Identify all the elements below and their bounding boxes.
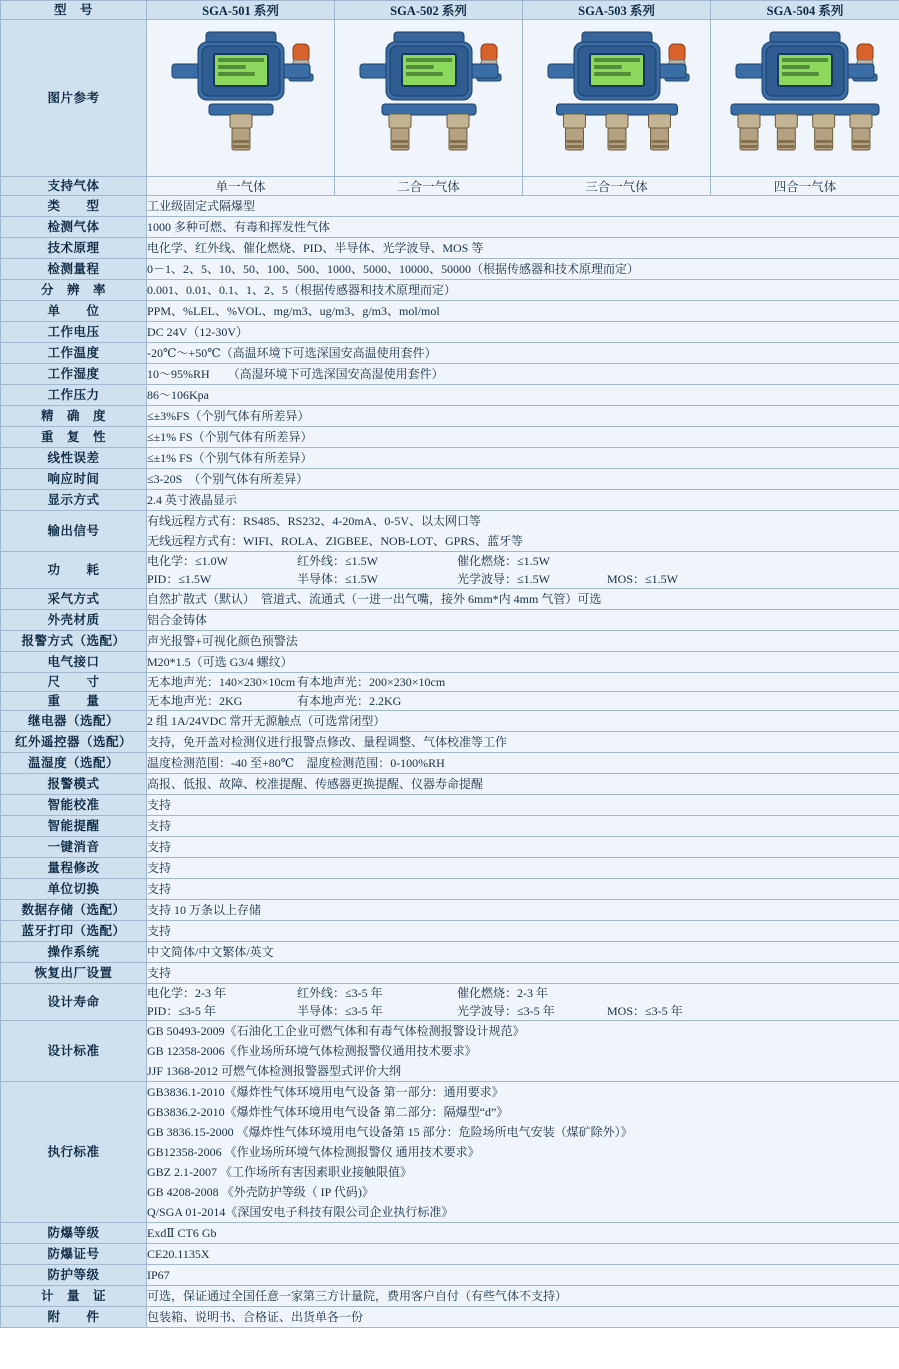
spec-value xyxy=(147,879,899,900)
spec-row xyxy=(1,1021,899,1082)
table-image-row xyxy=(1,20,899,177)
spec-value-line: 包装箱、说明书、合格证、出货单各一份 xyxy=(147,1310,364,1324)
spec-row xyxy=(1,858,899,879)
spec-value-row xyxy=(147,1002,899,1020)
spec-value-line: 2.4 英寸液晶显示 xyxy=(147,493,238,507)
spec-value-line: GBZ 2.1-2007 《工作场所有害因素职业接触限值》 xyxy=(147,1165,412,1179)
spec-value xyxy=(147,1244,899,1265)
spec-value-line: ≤3-20S （个别气体有所差异） xyxy=(147,472,309,486)
spec-value-cell: 催化燃烧：≤1.5W xyxy=(457,554,550,568)
spec-value-row xyxy=(147,673,899,691)
spec-row xyxy=(1,879,899,900)
spec-value-line: JJF 1368-2012 可燃气体检测报警器型式评价大纲 xyxy=(147,1064,402,1078)
spec-row xyxy=(1,900,899,921)
spec-label: 计 量 证 xyxy=(1,1286,147,1307)
spec-value-cell: 有本地声光：200×230×10cm xyxy=(297,675,446,689)
spec-value xyxy=(147,816,899,837)
spec-value-cell xyxy=(607,984,757,1002)
spec-label: 防护等级 xyxy=(1,1265,147,1286)
spec-row xyxy=(1,343,899,364)
spec-label: 设计标准 xyxy=(1,1021,147,1082)
spec-label: 蓝牙打印（选配） xyxy=(1,921,147,942)
spec-value-row xyxy=(147,552,899,570)
spec-label: 检测量程 xyxy=(1,259,147,280)
device-image-cell-3 xyxy=(523,20,711,177)
spec-value xyxy=(147,610,899,631)
spec-label: 温湿度（选配） xyxy=(1,753,147,774)
spec-value-line: 支持 10 万条以上存储 xyxy=(147,903,262,917)
spec-value xyxy=(147,963,899,984)
spec-label: 工作温度 xyxy=(1,343,147,364)
spec-value-line: 支持 xyxy=(147,924,172,938)
spec-row xyxy=(1,837,899,858)
spec-value-line: 温度检测范围：-40 至+80℃ 湿度检测范围：0-100%RH xyxy=(147,756,445,770)
spec-value-cell: 半导体：≤1.5W xyxy=(297,572,378,586)
spec-row xyxy=(1,280,899,301)
spec-row xyxy=(1,1244,899,1265)
spec-value-line: 支持 xyxy=(147,966,172,980)
spec-row xyxy=(1,795,899,816)
device-image-cell-4 xyxy=(711,20,899,177)
spec-row xyxy=(1,1307,899,1328)
spec-value-line: 支持 xyxy=(147,819,172,833)
spec-value-cell: MOS：≤3-5 年 xyxy=(607,1004,683,1018)
spec-value-line: -20℃～+50℃（高温环境下可选深国安高温使用套件） xyxy=(147,346,437,360)
spec-value xyxy=(147,1021,899,1082)
spec-row xyxy=(1,259,899,280)
spec-value-line: 支持 xyxy=(147,798,172,812)
spec-label: 继电器（选配） xyxy=(1,711,147,732)
spec-label: 线性误差 xyxy=(1,448,147,469)
spec-value xyxy=(147,1307,899,1328)
spec-value-line: 支持 xyxy=(147,840,172,854)
spec-label: 类 型 xyxy=(1,196,147,217)
spec-value xyxy=(147,427,899,448)
spec-label: 执行标准 xyxy=(1,1082,147,1223)
row-label-image-reference: 图片参考 xyxy=(1,20,147,177)
spec-label: 分 辨 率 xyxy=(1,280,147,301)
spec-label: 外壳材质 xyxy=(1,610,147,631)
spec-row xyxy=(1,552,899,589)
spec-value-cell: 电化学：2-3 年 xyxy=(147,986,226,1000)
spec-value xyxy=(147,238,899,259)
spec-value xyxy=(147,589,899,610)
spec-row xyxy=(1,448,899,469)
spec-value xyxy=(147,1082,899,1223)
sga-502-device-icon xyxy=(335,20,523,172)
spec-label: 输出信号 xyxy=(1,511,147,552)
spec-label: 量程修改 xyxy=(1,858,147,879)
spec-value-line: 支持 xyxy=(147,861,172,875)
spec-value-line: GB3836.2-2010《爆炸性气体环境用电气设备 第二部分：隔爆型“d”》 xyxy=(147,1105,509,1119)
spec-value-line: 中文简体/中文繁体/英文 xyxy=(147,945,274,959)
supported-gas-value-2: 二合一气体 xyxy=(335,177,523,196)
spec-value-cell: 电化学：≤1.0W xyxy=(147,554,228,568)
table-header-row xyxy=(1,1,899,20)
spec-row xyxy=(1,589,899,610)
spec-row xyxy=(1,1286,899,1307)
spec-label: 重 复 性 xyxy=(1,427,147,448)
spec-label: 操作系统 xyxy=(1,942,147,963)
spec-value-line: ≤±1% FS（个别气体有所差异） xyxy=(147,430,313,444)
spec-label: 恢复出厂设置 xyxy=(1,963,147,984)
spec-label: 采气方式 xyxy=(1,589,147,610)
spec-row xyxy=(1,301,899,322)
spec-row xyxy=(1,942,899,963)
spec-value-line: 0.001、0.01、0.1、1、2、5（根据传感器和技术原理而定） xyxy=(147,283,457,297)
spec-value xyxy=(147,217,899,238)
spec-value-line: 支持 xyxy=(147,882,172,896)
spec-row xyxy=(1,963,899,984)
spec-value xyxy=(147,1286,899,1307)
sga-504-device-icon xyxy=(711,20,899,172)
spec-value xyxy=(147,921,899,942)
spec-value xyxy=(147,795,899,816)
spec-value xyxy=(147,753,899,774)
device-image-cell-1 xyxy=(147,20,335,177)
spec-row xyxy=(1,1223,899,1244)
spec-value-cell: 光学波导：≤1.5W xyxy=(457,572,550,586)
spec-label: 单 位 xyxy=(1,301,147,322)
spec-value-line: Q/SGA 01-2014《深国安电子科技有限公司企业执行标准》 xyxy=(147,1205,454,1219)
model-header-1: SGA-501 系列 xyxy=(147,1,335,20)
spec-value-line: ≤±3%FS（个别气体有所差异） xyxy=(147,409,310,423)
spec-value-line: GB3836.1-2010《爆炸性气体环境用电气设备 第一部分：通用要求》 xyxy=(147,1085,504,1099)
spec-row xyxy=(1,427,899,448)
spec-value-line: 铝合金铸体 xyxy=(147,613,208,627)
spec-value xyxy=(147,1223,899,1244)
spec-row xyxy=(1,238,899,259)
spec-value xyxy=(147,711,899,732)
spec-row xyxy=(1,490,899,511)
spec-value-cell: 红外线：≤1.5W xyxy=(297,554,378,568)
spec-label: 单位切换 xyxy=(1,879,147,900)
spec-row xyxy=(1,753,899,774)
spec-value-line: GB 4208-2008 《外壳防护等级（ IP 代码)》 xyxy=(147,1185,374,1199)
spec-value-cell: 有本地声光：2.2KG xyxy=(297,694,402,708)
spec-label: 设计寿命 xyxy=(1,984,147,1021)
model-header-2: SGA-502 系列 xyxy=(335,1,523,20)
spec-value xyxy=(147,196,899,217)
supported-gas-value-1: 单一气体 xyxy=(147,177,335,196)
spec-value xyxy=(147,343,899,364)
spec-value-line: GB 12358-2006《作业场所环境气体检测报警仪通用技术要求》 xyxy=(147,1044,477,1058)
spec-value-cell: PID：≤1.5W xyxy=(147,572,212,586)
spec-label: 检测气体 xyxy=(1,217,147,238)
spec-row xyxy=(1,217,899,238)
sga-503-device-icon xyxy=(523,20,711,172)
spec-value xyxy=(147,364,899,385)
spec-value-cell xyxy=(457,692,607,710)
spec-row xyxy=(1,364,899,385)
spec-label: 附 件 xyxy=(1,1307,147,1328)
spec-value-line: 10～95%RH （高湿环境下可选深国安高湿使用套件） xyxy=(147,367,444,381)
spec-value-cell: 光学波导：≤3-5 年 xyxy=(457,1004,555,1018)
spec-value xyxy=(147,942,899,963)
spec-label: 红外遥控器（选配） xyxy=(1,732,147,753)
spec-value-line: CE20.1135X xyxy=(147,1247,210,1261)
spec-label: 一键消音 xyxy=(1,837,147,858)
spec-row xyxy=(1,984,899,1021)
spec-row xyxy=(1,610,899,631)
row-label-supported-gas: 支持气体 xyxy=(1,177,147,196)
spec-value xyxy=(147,631,899,652)
spec-value xyxy=(147,322,899,343)
spec-value-row xyxy=(147,570,899,588)
spec-label: 数据存储（选配） xyxy=(1,900,147,921)
device-image-cell-2 xyxy=(335,20,523,177)
spec-value xyxy=(147,1265,899,1286)
spec-value-line: 自然扩散式（默认） 管道式、流通式（一进一出气嘴，接外 6mm*内 4mm 气管）可选 xyxy=(147,592,602,606)
spec-value xyxy=(147,511,899,552)
spec-row xyxy=(1,511,899,552)
spec-value-cell xyxy=(607,552,757,570)
spec-row xyxy=(1,631,899,652)
spec-row xyxy=(1,732,899,753)
spec-value-cell: 无本地声光：2KG xyxy=(147,694,243,708)
spec-value-line: ExdⅡ CT6 Gb xyxy=(147,1226,217,1240)
spec-row xyxy=(1,196,899,217)
spec-label: 功 耗 xyxy=(1,552,147,589)
spec-value-line: 有线远程方式有：RS485、RS232、4-20mA、0-5V、以太网口等 xyxy=(147,514,482,528)
spec-value-row xyxy=(147,692,899,710)
spec-label: 工作压力 xyxy=(1,385,147,406)
spec-value-line: M20*1.5（可选 G3/4 螺纹） xyxy=(147,655,293,669)
spec-value-line: 1000 多种可燃、有毒和挥发性气体 xyxy=(147,220,331,234)
spec-value xyxy=(147,858,899,879)
spec-value-cell: PID：≤3-5 年 xyxy=(147,1004,216,1018)
spec-label: 精 确 度 xyxy=(1,406,147,427)
spec-value xyxy=(147,490,899,511)
spec-label: 报警方式（选配） xyxy=(1,631,147,652)
spec-row xyxy=(1,673,899,692)
spec-value xyxy=(147,984,899,1021)
spec-value xyxy=(147,385,899,406)
spec-row xyxy=(1,774,899,795)
spec-value xyxy=(147,552,899,589)
spec-value-cell: 半导体：≤3-5 年 xyxy=(297,1004,383,1018)
spec-label: 工作湿度 xyxy=(1,364,147,385)
spec-label: 防爆等级 xyxy=(1,1223,147,1244)
spec-row xyxy=(1,921,899,942)
model-header-3: SGA-503 系列 xyxy=(523,1,711,20)
spec-value-line: GB 50493-2009《石油化工企业可燃气体和有毒气体检测报警设计规范》 xyxy=(147,1024,525,1038)
spec-value-line: 无线远程方式有：WIFI、ROLA、ZIGBEE、NOB-LOT、GPRS、蓝牙等 xyxy=(147,534,523,548)
spec-value-line: 支持，免开盖对检测仪进行报警点修改、量程调整、气体校准等工作 xyxy=(147,735,508,749)
spec-value-line: IP67 xyxy=(147,1268,170,1282)
spec-value xyxy=(147,406,899,427)
spec-label: 尺 寸 xyxy=(1,673,147,692)
spec-value-cell xyxy=(457,673,607,691)
spec-row xyxy=(1,711,899,732)
spec-label: 智能提醒 xyxy=(1,816,147,837)
spec-row xyxy=(1,652,899,673)
spec-value-cell: 红外线：≤3-5 年 xyxy=(297,986,383,1000)
spec-value-cell: 催化燃烧：2-3 年 xyxy=(457,986,548,1000)
spec-value-line: DC 24V（12-30V） xyxy=(147,325,248,339)
spec-label: 重 量 xyxy=(1,692,147,711)
spec-value-line: 工业级固定式隔爆型 xyxy=(147,199,256,213)
spec-value-line: GB 3836.15-2000 《爆炸性气体环境用电气设备第 15 部分：危险场所电气安装（煤矿除外）》 xyxy=(147,1125,633,1139)
spec-value-line: 2 组 1A/24VDC 常开无源触点（可选常闭型） xyxy=(147,714,386,728)
spec-value xyxy=(147,448,899,469)
spec-value-line: ≤±1% FS（个别气体有所差异） xyxy=(147,451,313,465)
spec-value xyxy=(147,692,899,711)
spec-label: 技术原理 xyxy=(1,238,147,259)
spec-value-line: 电化学、红外线、催化燃烧、PID、半导体、光学波导、MOS 等 xyxy=(147,241,484,255)
spec-value-line: 高报、低报、故障、校准提醒、传感器更换提醒、仪器寿命提醒 xyxy=(147,777,484,791)
spec-row xyxy=(1,469,899,490)
spec-value xyxy=(147,301,899,322)
model-header-4: SGA-504 系列 xyxy=(711,1,899,20)
spec-value xyxy=(147,259,899,280)
spec-value-line: PPM、%LEL、%VOL、mg/m3、ug/m3、g/m3、mol/mol xyxy=(147,304,440,318)
spec-row xyxy=(1,406,899,427)
spec-row xyxy=(1,816,899,837)
row-label-model: 型 号 xyxy=(1,1,147,20)
spec-row xyxy=(1,1082,899,1223)
spec-row xyxy=(1,385,899,406)
spec-row xyxy=(1,322,899,343)
table-gas-row xyxy=(1,177,899,196)
spec-value xyxy=(147,673,899,692)
spec-value xyxy=(147,652,899,673)
spec-label: 响应时间 xyxy=(1,469,147,490)
spec-value-line: 0－1、2、5、10、50、100、500、1000、5000、10000、50000（根据传感器和技术原理而定） xyxy=(147,262,640,276)
spec-value xyxy=(147,900,899,921)
spec-value-cell xyxy=(607,673,757,691)
spec-value-cell xyxy=(607,692,757,710)
spec-value xyxy=(147,469,899,490)
spec-label: 电气接口 xyxy=(1,652,147,673)
spec-value xyxy=(147,774,899,795)
supported-gas-value-4: 四合一气体 xyxy=(711,177,899,196)
spec-row xyxy=(1,1265,899,1286)
spec-value-cell: MOS：≤1.5W xyxy=(607,572,678,586)
spec-label: 显示方式 xyxy=(1,490,147,511)
spec-value-line: 可选，保证通过全国任意一家第三方计量院，费用客户自付（有些气体不支持） xyxy=(147,1289,568,1303)
spec-value-line: GB12358-2006 《作业场所环境气体检测报警仪 通用技术要求》 xyxy=(147,1145,480,1159)
spec-label: 报警模式 xyxy=(1,774,147,795)
spec-value-line: 86～106Kpa xyxy=(147,388,209,402)
spec-label: 防爆证号 xyxy=(1,1244,147,1265)
spec-label: 智能校准 xyxy=(1,795,147,816)
spec-value xyxy=(147,837,899,858)
spec-value-line: 声光报警+可视化颜色预警法 xyxy=(147,634,298,648)
sga-501-device-icon xyxy=(147,20,335,172)
spec-value-row xyxy=(147,984,899,1002)
supported-gas-value-3: 三合一气体 xyxy=(523,177,711,196)
spec-label: 工作电压 xyxy=(1,322,147,343)
spec-value-cell: 无本地声光：140×230×10cm xyxy=(147,675,296,689)
spec-value xyxy=(147,732,899,753)
spec-value xyxy=(147,280,899,301)
spec-row xyxy=(1,692,899,711)
